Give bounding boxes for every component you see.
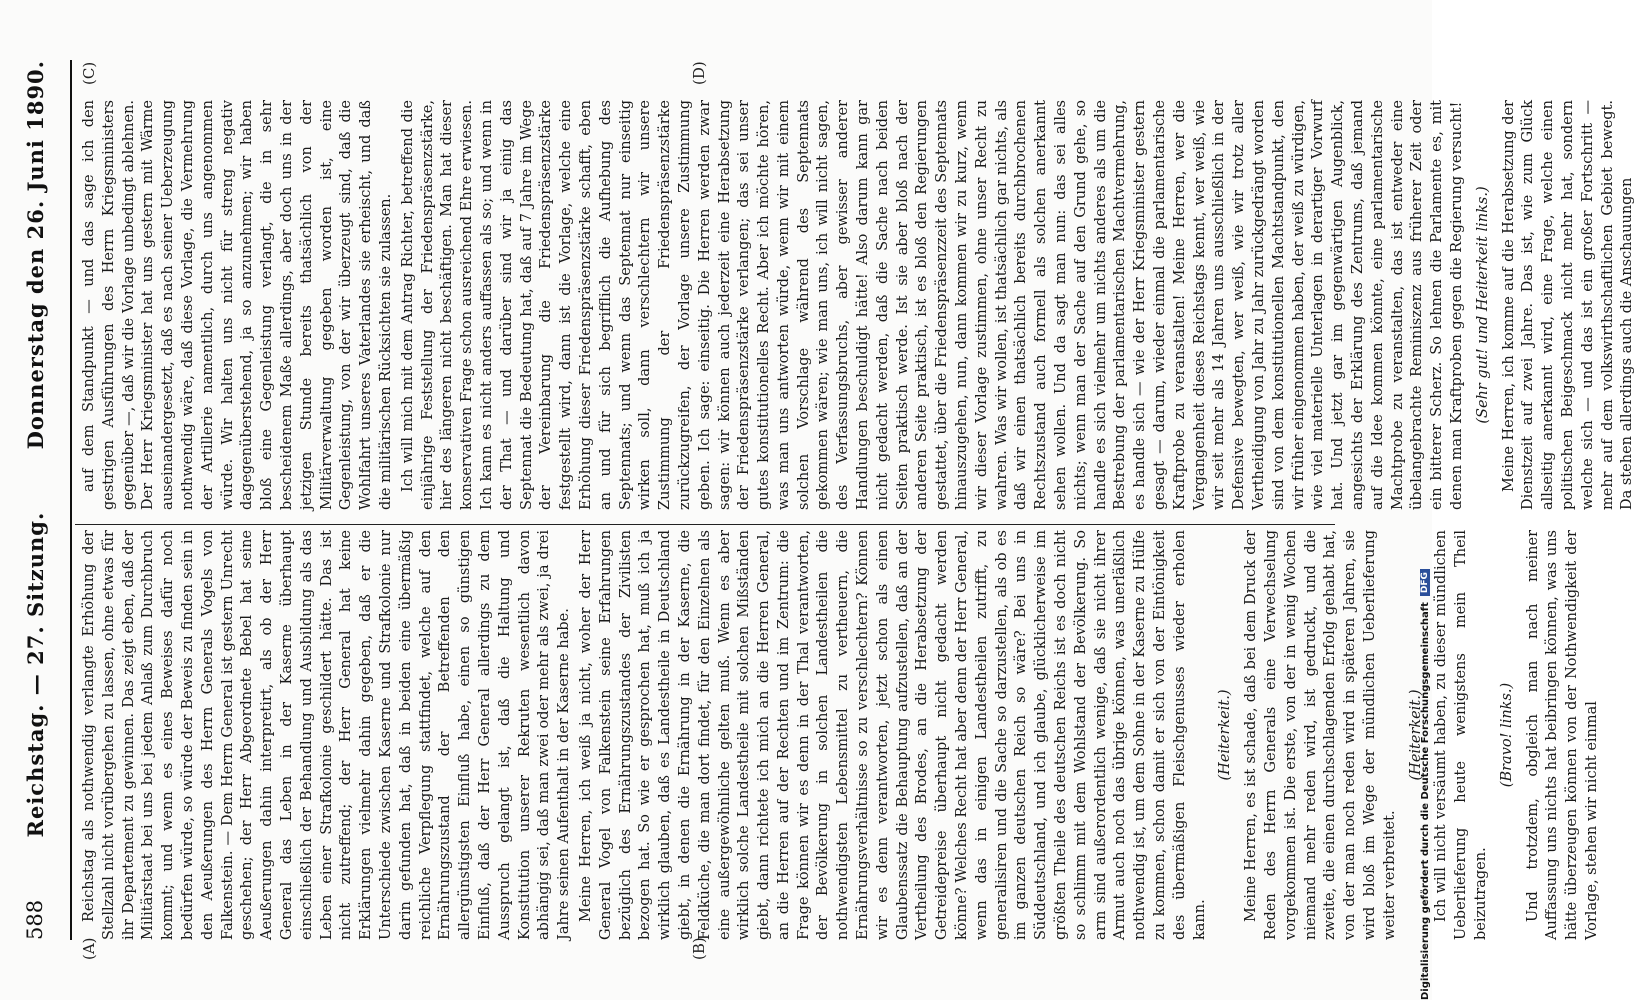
credit-text: Digitalisierung gefördert durch die Deutsche Forschungsgemeinschaft (1419, 602, 1431, 1000)
paragraph: auf dem Standpunkt — und das sage ich den gestrigen Ausführungen des Herrn Kriegsministers gegenüber —, daß wir die Vorlage unbedingt ablehnen. Der Herr Kriegsminister hat uns gestern mit Wärme auseinandergesetzt, daß es nach seiner Ueberzeugung nothwendig wäre, daß diese Vorlage, die Vermehrung der Artillerie namentlich, durch uns angenommen würde. Wir halten uns nicht für streng negativ dagegenüberstehend, ja so anzunehmen; wir haben bloß eine Gegenleistung verlangt, die in sehr bescheidenem Maße allerdings, aber doch uns in der jetzigen Stunde bereits thatsächlich von der Militärverwaltung gegeben worden ist, eine Gegenleistung, von der wir überzeugt sind, daß die Wohlfahrt unseres Vaterlandes sie erheischt, und daß die militärischen Rücksichten sie zulassen. (81, 100, 394, 510)
page-header (0, 60, 72, 940)
interjection: (Heiterkeit.) (1407, 689, 1424, 781)
session-date: Donnerstag den 26. Juni 1890. (22, 60, 48, 450)
right-column (80, 100, 1636, 510)
paragraph: Meine Herren, ich komme auf die Herabsetzung der Dienstzeit auf zwei Jahre. Das ist, wie zum Glück allseitig anerkannt wird, eine Frage, welche einen politischen Beigeschmack nicht mehr hat, sondern welche sich — und das ist ein großer Fortschritt — mehr auf dem volkswirthschaftlichen Gebiet bewegt. Da stehen allerdings auch die Anschauungen (1500, 100, 1636, 510)
side-credit (1418, 0, 1432, 1000)
column-rule (75, 524, 1335, 525)
marker-d: (D) (690, 61, 708, 85)
section-title: Reichstag. — 27. Sitzung. (22, 511, 48, 838)
paragraph: Ich will mich mit dem Antrag Richter, betreffend die einjährige Feststellung der Friedenspräsenzstärke, hier des längeren nicht beschäftigen. Man hat dieser konservativen Frage schon ausreichend Ehre erwiesen. Ich kann es nicht anders auffassen als so; und wenn in der That — und darüber sind wir ja einig das Septennat die Bedeutung hat, daß auf 7 Jahre im Wege der Vereinbarung die Friedenspräsenzstärke festgestellt wird, dann ist die Vorlage, welche eine Erhöhung dieser Friedenspräsenzstärke schafft, eben an und für sich begrifflich die Aufhebung des Septennats; und wenn das Septennat nur einseitig wirken soll, dann verschlechtern wir unsere Zustimmung der Friedenspräsenzstärke zurückzugreifen, der Vorlage unsere Zustimmung geben. Ich sage: einseitig. Die Herren werden zwar sagen: wir können auch jederzeit eine Herabsetzung der Friedenspräsenzstärke verlangen; das sei unser gutes konstitutionelles Recht. Aber ich möchte hören, was man uns antworten würde, wenn wir mit einem solchen Vorschlage während des Septennats gekommen wären; wie man uns, ich will nicht sagen, des Verfassungsbruchs, aber gewisser anderer Handlungen beschuldigt hätte! Also darum kann gar nicht gedacht werden, daß die Sache nach beiden Seiten praktisch werde. Ist sie aber bloß nach der anderen Seite praktisch, ist es bloß den Regierungen gestattet, über die Friedenspräsenzzeit des Septennats hinauszugehen, nun, dann kommen wir zu kurz, wenn wir dieser Vorlage zustimmen, ohne unser Recht zu wahren. Was wir wollen, ist thatsächlich gar nichts, als daß wir einen thatsächlich bereits durchbrochenen Rechtszustand auch formell als solchen anerkannt sehen wollen. Und da sagt man nun: das sei alles nichts; wenn man der Sache auf den Grund gehe, so handle es sich vielmehr um nichts anderes als um die Bestrebung der parlamentarischen Machtvermehrung, es handle sich — wie der Herr Kriegsminister gestern gesagt — darum, wieder einmal die parlamentarische Kraftprobe zu veranstalten! Meine Herren, wer die Vergangenheit dieses Reichstags kennt, wer weiß, wie wir seit mehr als 14 Jahren uns ausschließlich in der Defensive bewegten, wer weiß, wie wir trotz aller Vertheidigung von Jahr zu Jahr zurückgedrängt worden sind von dem konstitutionellen Machtstandpunkt, den wir früher eingenommen haben, der weiß zu würdigen, wie viel materielle Unterlagen in derartiger Vorwurf hat. Und jetzt gar im gegenwärtigen Augenblick, angesichts der Erklärung des Zentrums, daß jemand auf die Idee kommen könnte, eine parlamentarische Machtprobe zu veranstalten, das ist entweder eine übelangebrachte Reminiszenz aus früherer Zeit oder ein bitterer Scherz. So lehnen die Parlamente es, mit denen man Kraftproben gegen die Regierung versucht! (399, 100, 1465, 510)
paragraph: Ich will nicht versäumt haben, zu dieser mündlichen Ueberlieferung heute wenigstens mein Theil beizutragen. (1433, 530, 1489, 940)
paragraph: Meine Herren, ich weiß ja nicht, woher der Herr General Vogel von Falkenstein seine Erfahrungen bezüglich des Ernährungszustandes der Zivilisten bezogen hat. So wie er gesprochen hat, muß ich ja wirklich glauben, daß es Landestheile in Deutschland giebt, in denen die Ernährung in der Kaserne, die Feldküche, die man dort findet, für den Einzelnen als eine außergewöhnliche gelten muß. Wenn es aber wirklich solche Landestheile mit solchen Mißständen giebt, dann richtete ich mich an die Herren General, an die Herren auf der Rechten und im Zentrum: die Frage können wir es denn in der Thal verantworten, der Bevölkerung in solchen Landestheilen die nothwendigsten Lebensmittel zu vertheuern, die Ernährungsverhältnisse so zu verschlechtern? Können wir es denn verantworten, jetzt schon als einen Glaubenssatz die Behauptung aufzustellen, daß an der Vertheilung des Brodes, an die Herabsetzung der Getreidepreise überhaupt nicht gedacht werden könne? Welches Recht hat aber denn der Herr General, wenn das in einigen Landestheilen zutrifft, zu generalisiren und die Sache so darzustellen, als ob es im ganzen deutschen Reich so wäre? Bei uns in Süddeutschland, und ich glaube, glücklicherweise im größten Theile des deutschen Reichs ist es doch nicht so schlimm mit dem Wohlstand der Bevölkerung. So arm sind außerordentlich wenige, daß sie nicht ihrer Armut auch noch das übrige können, was unerläßlich nothwendig ist, um dem Sohne in der Kaserne zu Hülfe zu kommen, schon damit er sich von der Eintönigkeit des übermäßigen Fleischgenusses wieder erholen kann. (577, 530, 1208, 940)
paragraph: Meine Herren, es ist schade, daß bei dem Druck der Reden des Herrn Generals eine Verwechselung vorgekommen ist. Die erste, von der in wenig Wochen niemand mehr reden wird, ist gedruckt, und die zweite, die einen durchschlagenden Erfolg gehabt hat, von der man noch reden wird in späteren Jahren, sie wird bloß im Wege der mündlichen Ueberlieferung weiter verbreitet. (1243, 530, 1398, 940)
paragraph: Und trotzdem, obgleich man nach meiner Auffassung uns nichts hat beibringen können, was uns hätte überzeugen können von der Nothwendigkeit der Vorlage, stehen wir nicht einmal (1524, 530, 1600, 940)
interjection: (Heiterkeit.) (1217, 689, 1234, 781)
marker-c: (C) (80, 61, 98, 85)
marker-a: (A) (80, 937, 98, 960)
dfg-logo: DFG (1420, 569, 1430, 596)
paragraph: Reichstag als nothwendig verlangte Erhöhung der Stellzahl nicht vorübergehen zu lassen, ohne etwas für ihr Departement zu gewinnen. Das zeigt eben, daß der Militärstaat bei uns bei jedem Anlaß zum Durchbruch kommt; und wenn es eines Beweises dafür noch bedürfen würde, so würde der Beweis zu finden sein in den Aeußerungen des Herrn Generals Vogels von Falkenstein. — Dem Herrn General ist gestern Unrecht geschehen; der Herr Abgeordnete Bebel hat seine Aeußerungen dahin interpretirt, als ob der Herr General das Leben in der Kaserne überhaupt einschließlich der Behandlung und Ausbildung als das Leben einer Strafkolonie geschildert hätte. Das ist nicht zutreffend; der Herr General hat keine Erklärungen vielmehr dahin gegeben, daß er die Unterschiede zwischen Kaserne und Strafkolonie nur darin gefunden hat, daß in beiden eine übermäßig reichliche Verpflegung stattfindet, welche auf den Ernährungszustand der Betreffenden den allergünstigsten Einfluß habe, einen so günstigen Einfluß, daß der Herr General allerdings zu dem Ausspruch gelangt ist, daß die Haltung und Konstitution unserer Rekruten wesentlich davon abhängig sei, daß man zwei oder mehr als zwei, ja drei Jahre seinen Aufenthalt in der Kaserne habe. (81, 530, 573, 940)
page-number: 588 (23, 899, 47, 940)
interjection: (Bravo! links.) (1498, 682, 1515, 788)
interjection: (Sehr gut! und Heiterkeit links.) (1474, 186, 1491, 424)
marker-b: (B) (690, 937, 708, 960)
